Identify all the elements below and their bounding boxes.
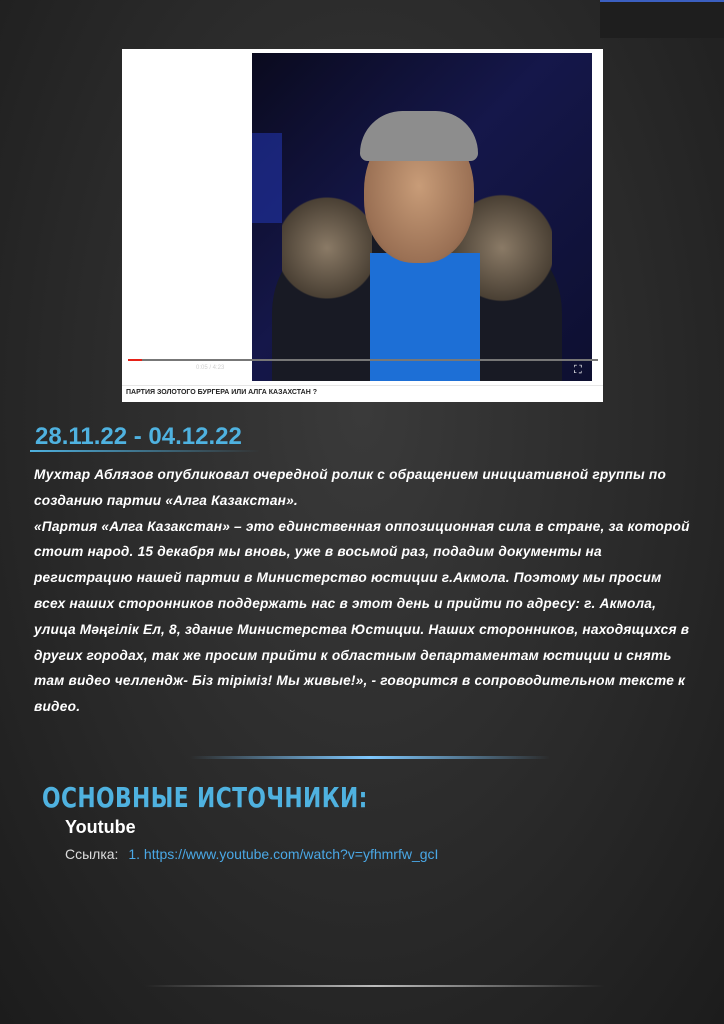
video-thumbnail-card[interactable]: [122, 49, 603, 401]
corner-tab: [600, 0, 724, 38]
article-paragraph: Мухтар Аблязов опубликовал очередной ролик с обращением инициативной группы по созданию партии «Алга Казакстан».: [34, 467, 667, 508]
source-link[interactable]: 1. https://www.youtube.com/watch?v=yfhmrfw_gcI: [128, 846, 439, 862]
section-divider: [190, 756, 550, 759]
footer-divider: [145, 985, 605, 987]
video-time: 0:05 / 4:23: [196, 365, 225, 371]
next-icon[interactable]: ▶|: [158, 363, 171, 376]
pause-icon[interactable]: ❚❚: [136, 363, 155, 376]
background-light: [252, 133, 282, 223]
sources-heading: ОСНОВНЫЕ ИСТОЧНИКИ:: [42, 781, 368, 814]
date-underline: [30, 450, 260, 452]
article-body: [34, 462, 696, 720]
fullscreen-icon[interactable]: ⛶: [574, 363, 582, 376]
video-frame[interactable]: [252, 53, 592, 381]
source-link-line: [65, 846, 438, 862]
person-hair: [360, 111, 478, 161]
video-progress-fill: [128, 359, 142, 361]
person-shirt: [370, 253, 480, 381]
fur-collar-left: [282, 193, 372, 303]
video-caption-bar: [122, 385, 603, 402]
link-label: Ссылка:: [65, 846, 119, 862]
video-progress-bar[interactable]: [128, 359, 598, 361]
article-paragraph: «Партия «Алга Казакстан» – это единственная оппозиционная сила в стране, за которой стоит народ. 15 декабря мы вновь, уже в восьмой раз, подадим документы на регистрацию нашей партии в Министерство юстиции г.Акмола. Поэтому мы просим всех наших сторонников поддержать нас в этот день и прийти по адресу: г. Акмола, улица Мәңгілік Ел, 8, здание Министерства Юстиции. Наших сторонников, находящихся в других городах, так же просим прийти к областным департаментам юстиции и снять там видео челлендж- Біз тіріміз! Мы живые!», - говорится в сопроводительном тексте к видео.: [34, 518, 690, 715]
video-caption: ПАРТИЯ ЗОЛОТОГО БУРГЕРА ИЛИ АЛГА КАЗАХСТАН ?: [126, 389, 317, 396]
source-name: Youtube: [65, 817, 136, 837]
date-range-heading: 28.11.22 - 04.12.22: [35, 423, 242, 450]
volume-icon[interactable]: ◀): [178, 363, 191, 376]
